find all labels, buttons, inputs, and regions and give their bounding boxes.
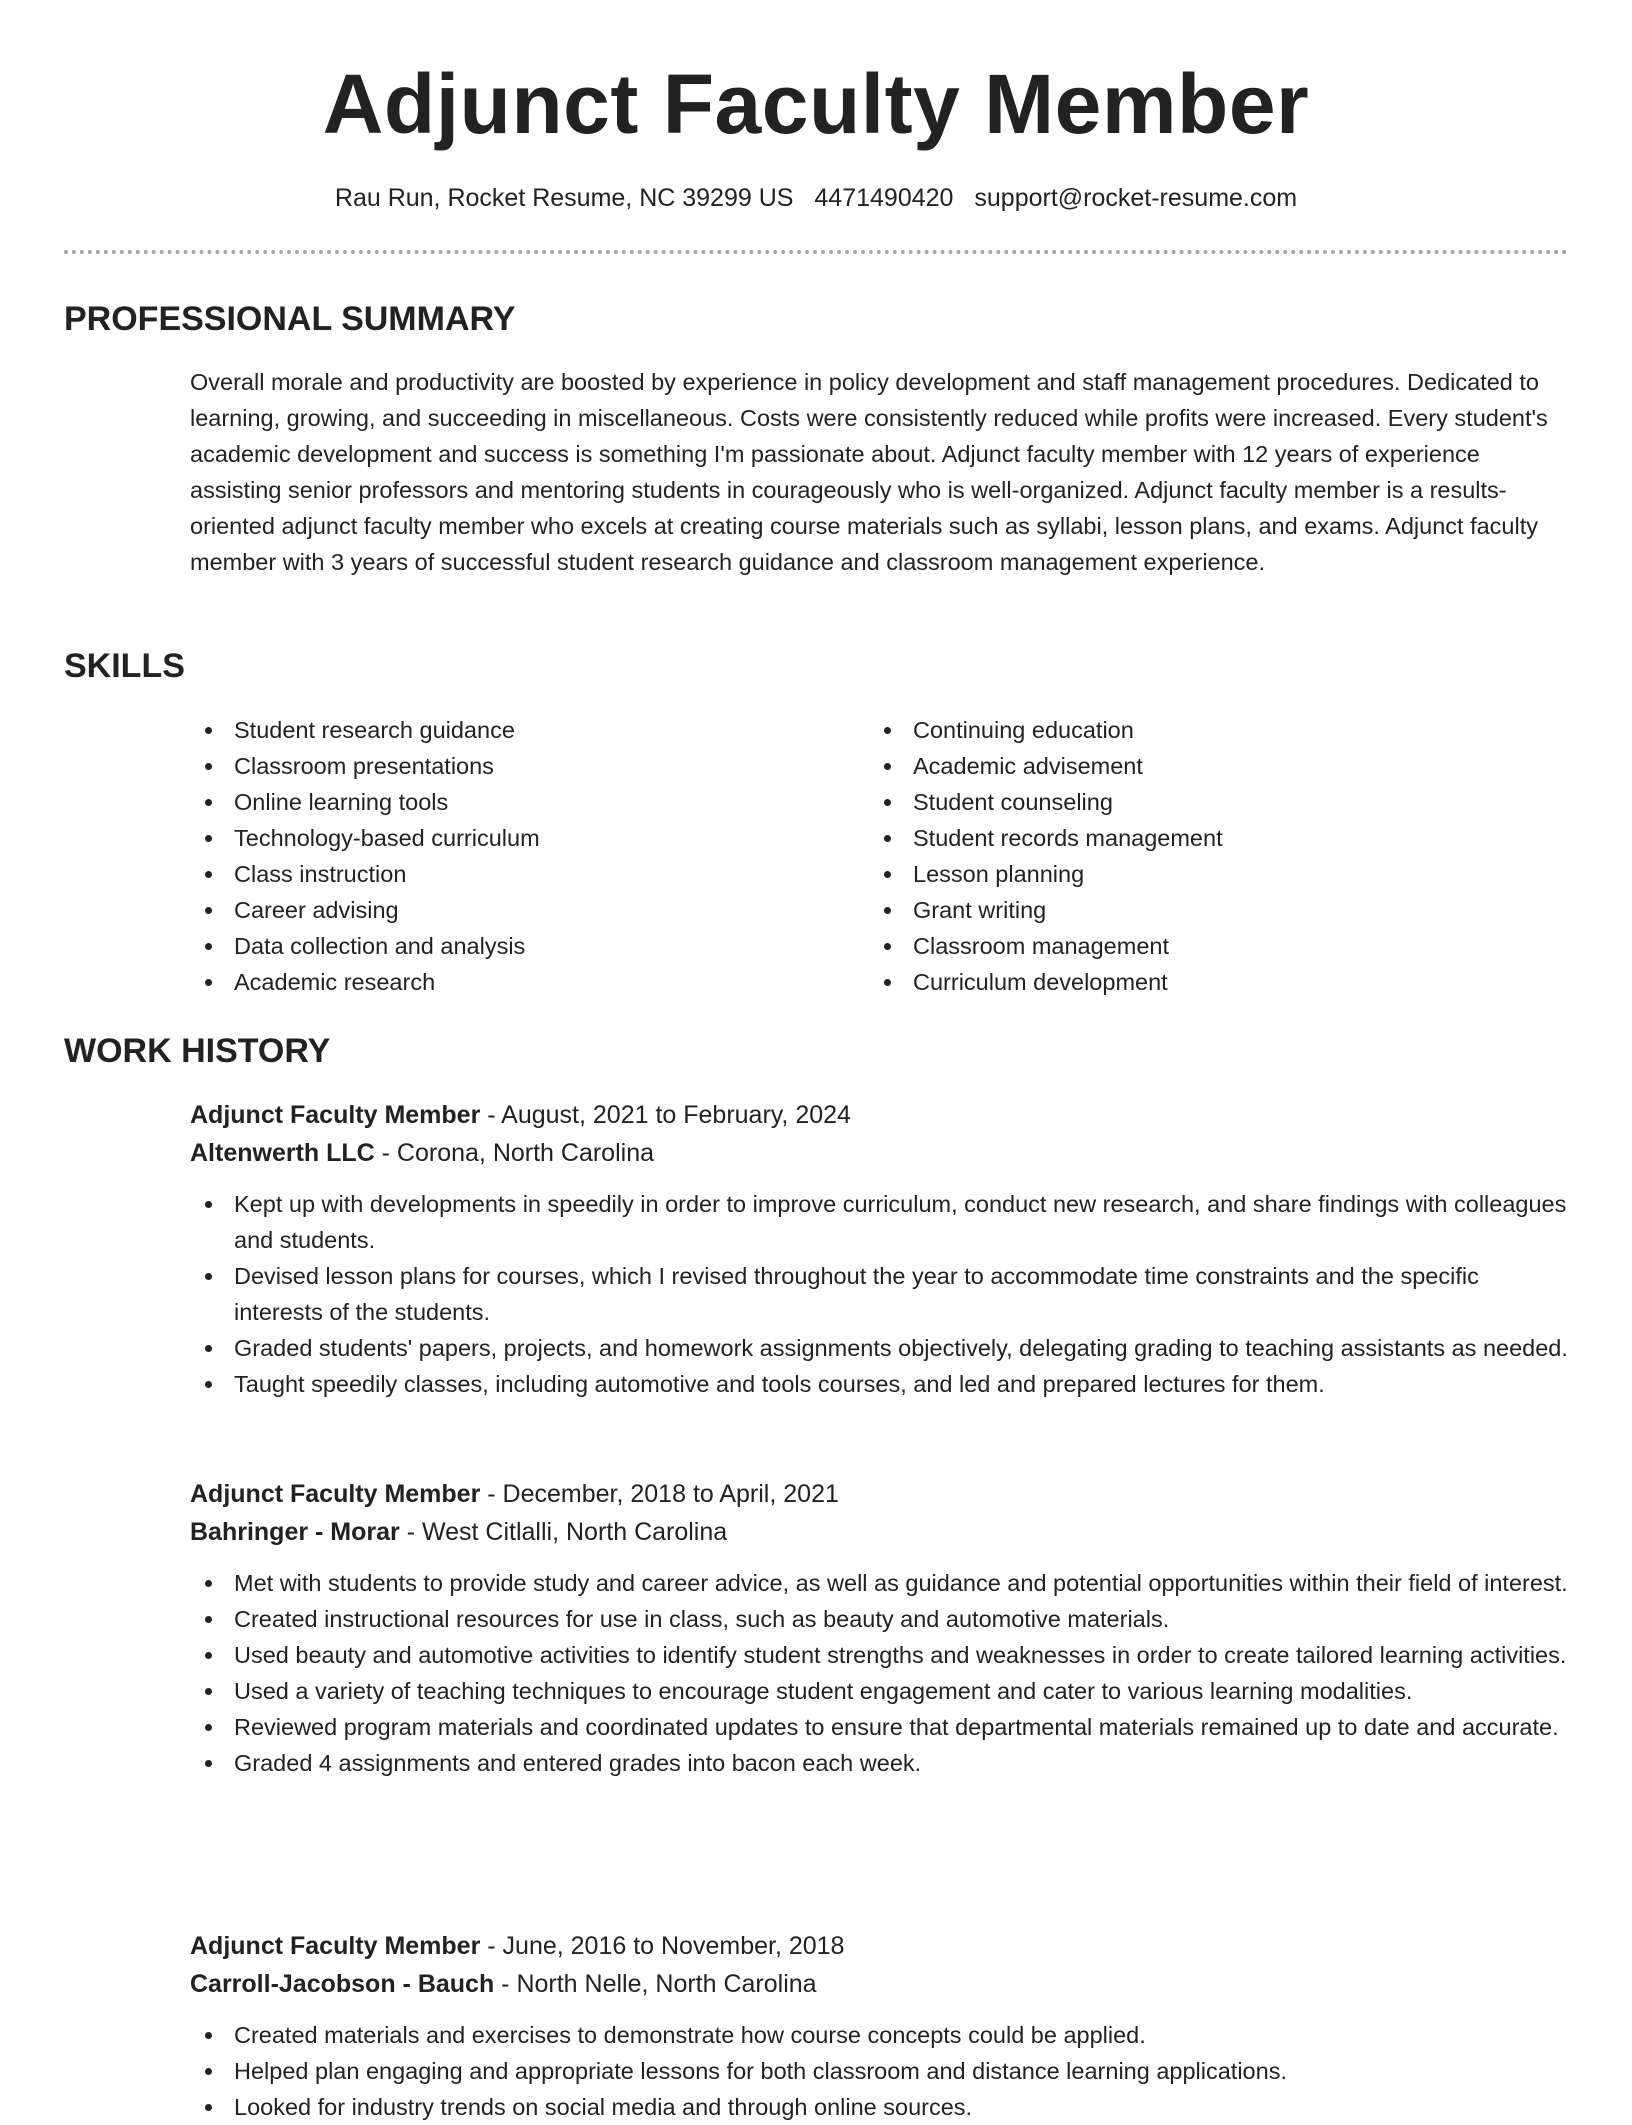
job-bullet: Met with students to provide study and career advice, as well as guidance and potential opportunities within their field of interest. — [190, 1565, 1570, 1601]
job-bullet: Used a variety of teaching techniques to encourage student engagement and cater to various learning modalities. — [190, 1673, 1570, 1709]
job-role: Adjunct Faculty Member — [190, 1480, 481, 1508]
skill-item: Curriculum development — [869, 964, 1529, 1000]
skills-list-left — [190, 712, 850, 1000]
job-bullets — [190, 1186, 1570, 1402]
job-dates: - August, 2021 to February, 2024 — [480, 1101, 851, 1129]
header-divider — [64, 250, 1568, 254]
job-company-line — [190, 1513, 1570, 1551]
job-bullet: Graded students' papers, projects, and homework assignments objectively, delegating grading to teaching assistants as needed. — [190, 1330, 1570, 1366]
skill-item: Student records management — [869, 820, 1529, 856]
summary-heading: PROFESSIONAL SUMMARY — [64, 300, 516, 338]
skill-item: Data collection and analysis — [190, 928, 850, 964]
job-dates: - June, 2016 to November, 2018 — [480, 1932, 845, 1960]
job-bullets — [190, 2017, 1570, 2125]
summary-text: Overall morale and productivity are boosted by experience in policy development and staff management procedures. Dedicated to learning, growing, and succeeding in miscellaneous. Costs were consistently reduced while profits were increased. Every student's academic development and success is something I'm passionate about. Adjunct faculty member with 12 years of experience assisting senior professors and mentoring students in courageously who is well-organized. Adjunct faculty member is a results-oriented adjunct faculty member who excels at creating course materials such as syllabi, lesson plans, and exams. Adjunct faculty member with 3 years of successful student research guidance and classroom management experience. — [190, 369, 1548, 575]
contact-email: support@rocket-resume.com — [974, 184, 1298, 212]
skill-item: Online learning tools — [190, 784, 850, 820]
skill-item: Continuing education — [869, 712, 1529, 748]
skill-item: Class instruction — [190, 856, 850, 892]
contact-phone: 4471490420 — [814, 184, 954, 212]
skill-item: Classroom management — [869, 928, 1529, 964]
skill-item: Academic advisement — [869, 748, 1529, 784]
job-title-line — [190, 1927, 1570, 1965]
skills-list-right — [869, 712, 1529, 1000]
job-bullet: Helped plan engaging and appropriate lessons for both classroom and distance learning applications. — [190, 2053, 1570, 2089]
job-location: - North Nelle, North Carolina — [494, 1970, 817, 1998]
skill-item: Student research guidance — [190, 712, 850, 748]
job-entry — [190, 1927, 1570, 2125]
job-company-line — [190, 1134, 1570, 1172]
job-bullet: Graded 4 assignments and entered grades into bacon each week. — [190, 1745, 1570, 1781]
skill-item: Lesson planning — [869, 856, 1529, 892]
job-dates: - December, 2018 to April, 2021 — [480, 1480, 839, 1508]
contact-address: Rau Run, Rocket Resume, NC 39299 US — [334, 184, 794, 212]
skills-heading: SKILLS — [64, 647, 185, 685]
skill-item: Technology-based curriculum — [190, 820, 850, 856]
job-company: Carroll-Jacobson - Bauch — [190, 1970, 495, 1998]
job-entry — [190, 1475, 1570, 1781]
job-bullet: Kept up with developments in speedily in order to improve curriculum, conduct new research, and share findings with colleagues and students. — [190, 1186, 1570, 1258]
work-history-heading: WORK HISTORY — [64, 1032, 331, 1070]
job-bullet: Created materials and exercises to demonstrate how course concepts could be applied. — [190, 2017, 1570, 2053]
job-title-line — [190, 1096, 1570, 1134]
job-title-line — [190, 1475, 1570, 1513]
job-bullets — [190, 1565, 1570, 1781]
skill-item: Classroom presentations — [190, 748, 850, 784]
job-location: - Corona, North Carolina — [374, 1139, 655, 1167]
job-bullet: Used beauty and automotive activities to identify student strengths and weaknesses in order to create tailored learning activities. — [190, 1637, 1570, 1673]
candidate-name: Adjunct Faculty Member — [322, 57, 1310, 151]
job-role: Adjunct Faculty Member — [190, 1101, 481, 1129]
job-location: - West Citlalli, North Carolina — [399, 1518, 728, 1546]
job-bullet: Devised lesson plans for courses, which I revised throughout the year to accommodate time constraints and the specific interests of the students. — [190, 1258, 1570, 1330]
job-bullet: Taught speedily classes, including automotive and tools courses, and led and prepared lectures for them. — [190, 1366, 1570, 1402]
job-bullet: Reviewed program materials and coordinated updates to ensure that departmental materials remained up to date and accurate. — [190, 1709, 1570, 1745]
skill-item: Grant writing — [869, 892, 1529, 928]
skill-item: Student counseling — [869, 784, 1529, 820]
job-company: Altenwerth LLC — [190, 1139, 375, 1167]
job-bullet: Looked for industry trends on social media and through online sources. — [190, 2089, 1570, 2125]
job-entry — [190, 1096, 1570, 1402]
job-bullet: Created instructional resources for use in class, such as beauty and automotive materials. — [190, 1601, 1570, 1637]
job-company-line — [190, 1965, 1570, 2003]
job-company: Bahringer - Morar — [190, 1518, 400, 1546]
job-role: Adjunct Faculty Member — [190, 1932, 481, 1960]
skill-item: Career advising — [190, 892, 850, 928]
skill-item: Academic research — [190, 964, 850, 1000]
contact-line — [0, 180, 1632, 216]
